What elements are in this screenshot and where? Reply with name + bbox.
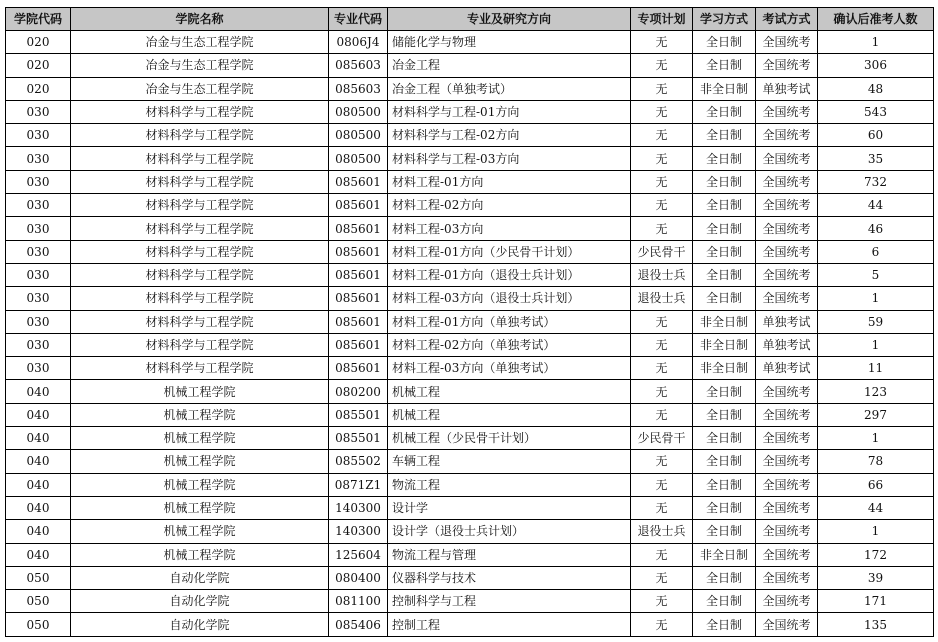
header-special-plan: 专项计划	[631, 8, 693, 31]
college-code-cell: 040	[6, 380, 71, 403]
table-row	[6, 590, 934, 613]
college-code-cell: 050	[6, 590, 71, 613]
confirmed-count-cell: 66	[818, 473, 934, 496]
study-mode-cell: 全日制	[693, 566, 756, 589]
table-row	[6, 263, 934, 286]
table-row	[6, 613, 934, 636]
table-row	[6, 77, 934, 100]
major-code-cell: 085502	[329, 450, 388, 473]
confirmed-count-cell: 11	[818, 357, 934, 380]
college-name-cell: 材料科学与工程学院	[71, 357, 329, 380]
table-row	[6, 240, 934, 263]
header-college-name: 学院名称	[71, 8, 329, 31]
major-direction-cell: 控制工程	[388, 613, 631, 636]
major-code-cell: 140300	[329, 496, 388, 519]
exam-mode-cell: 全国统考	[756, 450, 818, 473]
major-direction-cell: 机械工程	[388, 403, 631, 426]
table-row	[6, 566, 934, 589]
confirmed-count-cell: 5	[818, 263, 934, 286]
exam-mode-cell: 全国统考	[756, 263, 818, 286]
special-plan-cell: 无	[631, 590, 693, 613]
table-row	[6, 124, 934, 147]
college-code-cell: 040	[6, 473, 71, 496]
special-plan-cell: 无	[631, 543, 693, 566]
major-code-cell: 085601	[329, 170, 388, 193]
exam-mode-cell: 全国统考	[756, 427, 818, 450]
college-code-cell: 040	[6, 450, 71, 473]
college-code-cell: 030	[6, 240, 71, 263]
exam-mode-cell: 全国统考	[756, 380, 818, 403]
confirmed-count-cell: 1	[818, 333, 934, 356]
study-mode-cell: 全日制	[693, 31, 756, 54]
college-name-cell: 机械工程学院	[71, 380, 329, 403]
study-mode-cell: 全日制	[693, 194, 756, 217]
study-mode-cell: 全日制	[693, 170, 756, 193]
table-row	[6, 427, 934, 450]
table-row	[6, 520, 934, 543]
study-mode-cell: 非全日制	[693, 543, 756, 566]
confirmed-count-cell: 123	[818, 380, 934, 403]
table-row	[6, 194, 934, 217]
confirmed-count-cell: 135	[818, 613, 934, 636]
exam-mode-cell: 全国统考	[756, 520, 818, 543]
college-name-cell: 机械工程学院	[71, 450, 329, 473]
college-name-cell: 自动化学院	[71, 590, 329, 613]
college-code-cell: 030	[6, 310, 71, 333]
major-code-cell: 080500	[329, 147, 388, 170]
table-row	[6, 333, 934, 356]
confirmed-count-cell: 297	[818, 403, 934, 426]
header-college-code: 学院代码	[6, 8, 71, 31]
study-mode-cell: 全日制	[693, 613, 756, 636]
exam-mode-cell: 全国统考	[756, 170, 818, 193]
major-code-cell: 080200	[329, 380, 388, 403]
table-row	[6, 100, 934, 123]
special-plan-cell: 无	[631, 31, 693, 54]
major-direction-cell: 物流工程与管理	[388, 543, 631, 566]
special-plan-cell: 无	[631, 450, 693, 473]
confirmed-count-cell: 48	[818, 77, 934, 100]
special-plan-cell: 无	[631, 473, 693, 496]
college-name-cell: 冶金与生态工程学院	[71, 54, 329, 77]
college-name-cell: 机械工程学院	[71, 427, 329, 450]
college-code-cell: 020	[6, 77, 71, 100]
major-code-cell: 0806J4	[329, 31, 388, 54]
major-code-cell: 085501	[329, 403, 388, 426]
major-code-cell: 085406	[329, 613, 388, 636]
table-row	[6, 357, 934, 380]
study-mode-cell: 非全日制	[693, 357, 756, 380]
special-plan-cell: 无	[631, 100, 693, 123]
college-name-cell: 自动化学院	[71, 566, 329, 589]
header-exam-mode: 考试方式	[756, 8, 818, 31]
exam-mode-cell: 全国统考	[756, 100, 818, 123]
major-code-cell: 125604	[329, 543, 388, 566]
special-plan-cell: 退役士兵	[631, 287, 693, 310]
confirmed-count-cell: 172	[818, 543, 934, 566]
confirmed-count-cell: 44	[818, 496, 934, 519]
major-code-cell: 080400	[329, 566, 388, 589]
confirmed-count-cell: 543	[818, 100, 934, 123]
college-code-cell: 030	[6, 124, 71, 147]
study-mode-cell: 全日制	[693, 403, 756, 426]
confirmed-count-cell: 60	[818, 124, 934, 147]
special-plan-cell: 无	[631, 566, 693, 589]
major-code-cell: 085601	[329, 194, 388, 217]
college-code-cell: 030	[6, 287, 71, 310]
header-row	[6, 8, 934, 31]
college-name-cell: 材料科学与工程学院	[71, 217, 329, 240]
major-code-cell: 085601	[329, 310, 388, 333]
major-direction-cell: 机械工程（少民骨干计划）	[388, 427, 631, 450]
college-name-cell: 材料科学与工程学院	[71, 333, 329, 356]
table-row	[6, 147, 934, 170]
confirmed-count-cell: 78	[818, 450, 934, 473]
major-code-cell: 080500	[329, 100, 388, 123]
major-code-cell: 080500	[329, 124, 388, 147]
special-plan-cell: 退役士兵	[631, 263, 693, 286]
study-mode-cell: 全日制	[693, 100, 756, 123]
college-code-cell: 040	[6, 403, 71, 426]
major-direction-cell: 机械工程	[388, 380, 631, 403]
major-direction-cell: 材料工程-01方向（单独考试）	[388, 310, 631, 333]
college-name-cell: 冶金与生态工程学院	[71, 77, 329, 100]
study-mode-cell: 非全日制	[693, 333, 756, 356]
confirmed-count-cell: 59	[818, 310, 934, 333]
exam-mode-cell: 全国统考	[756, 147, 818, 170]
table-row	[6, 217, 934, 240]
major-code-cell: 085601	[329, 357, 388, 380]
major-direction-cell: 材料工程-03方向	[388, 217, 631, 240]
header-major-direction: 专业及研究方向	[388, 8, 631, 31]
table-row	[6, 496, 934, 519]
major-direction-cell: 材料工程-03方向（退役士兵计划）	[388, 287, 631, 310]
study-mode-cell: 全日制	[693, 240, 756, 263]
college-code-cell: 030	[6, 333, 71, 356]
header-study-mode: 学习方式	[693, 8, 756, 31]
confirmed-count-cell: 6	[818, 240, 934, 263]
college-code-cell: 020	[6, 31, 71, 54]
special-plan-cell: 无	[631, 124, 693, 147]
exam-mode-cell: 单独考试	[756, 77, 818, 100]
college-code-cell: 030	[6, 100, 71, 123]
major-code-cell: 085601	[329, 263, 388, 286]
exam-mode-cell: 全国统考	[756, 403, 818, 426]
exam-mode-cell: 全国统考	[756, 54, 818, 77]
confirmed-count-cell: 171	[818, 590, 934, 613]
major-direction-cell: 材料科学与工程-03方向	[388, 147, 631, 170]
study-mode-cell: 全日制	[693, 287, 756, 310]
major-code-cell: 085603	[329, 54, 388, 77]
college-code-cell: 030	[6, 170, 71, 193]
college-code-cell: 040	[6, 427, 71, 450]
college-name-cell: 材料科学与工程学院	[71, 287, 329, 310]
study-mode-cell: 全日制	[693, 427, 756, 450]
college-name-cell: 材料科学与工程学院	[71, 170, 329, 193]
college-name-cell: 机械工程学院	[71, 520, 329, 543]
college-code-cell: 030	[6, 217, 71, 240]
major-direction-cell: 物流工程	[388, 473, 631, 496]
study-mode-cell: 全日制	[693, 520, 756, 543]
major-code-cell: 085501	[329, 427, 388, 450]
special-plan-cell: 少民骨干	[631, 427, 693, 450]
header-major-code: 专业代码	[329, 8, 388, 31]
special-plan-cell: 无	[631, 333, 693, 356]
college-name-cell: 材料科学与工程学院	[71, 124, 329, 147]
exam-mode-cell: 全国统考	[756, 473, 818, 496]
study-mode-cell: 全日制	[693, 590, 756, 613]
exam-mode-cell: 全国统考	[756, 31, 818, 54]
special-plan-cell: 退役士兵	[631, 520, 693, 543]
exam-mode-cell: 全国统考	[756, 590, 818, 613]
college-code-cell: 030	[6, 147, 71, 170]
college-name-cell: 材料科学与工程学院	[71, 240, 329, 263]
study-mode-cell: 全日制	[693, 450, 756, 473]
college-name-cell: 机械工程学院	[71, 496, 329, 519]
college-name-cell: 材料科学与工程学院	[71, 194, 329, 217]
confirmed-count-cell: 39	[818, 566, 934, 589]
college-code-cell: 040	[6, 520, 71, 543]
exam-mode-cell: 全国统考	[756, 217, 818, 240]
college-code-cell: 040	[6, 496, 71, 519]
table-body	[6, 31, 934, 637]
table-row	[6, 54, 934, 77]
special-plan-cell: 少民骨干	[631, 240, 693, 263]
exam-mode-cell: 单独考试	[756, 333, 818, 356]
major-direction-cell: 材料工程-01方向	[388, 170, 631, 193]
college-name-cell: 机械工程学院	[71, 403, 329, 426]
special-plan-cell: 无	[631, 403, 693, 426]
major-direction-cell: 材料工程-01方向（退役士兵计划）	[388, 263, 631, 286]
college-name-cell: 自动化学院	[71, 613, 329, 636]
header-confirmed-count: 确认后准考人数	[818, 8, 934, 31]
major-direction-cell: 设计学	[388, 496, 631, 519]
exam-mode-cell: 单独考试	[756, 357, 818, 380]
college-name-cell: 机械工程学院	[71, 543, 329, 566]
exam-mode-cell: 单独考试	[756, 310, 818, 333]
exam-mode-cell: 全国统考	[756, 124, 818, 147]
exam-mode-cell: 全国统考	[756, 496, 818, 519]
college-name-cell: 材料科学与工程学院	[71, 310, 329, 333]
exam-mode-cell: 全国统考	[756, 240, 818, 263]
special-plan-cell: 无	[631, 194, 693, 217]
study-mode-cell: 全日制	[693, 473, 756, 496]
admissions-table	[5, 7, 934, 637]
table-row	[6, 380, 934, 403]
special-plan-cell: 无	[631, 496, 693, 519]
college-name-cell: 机械工程学院	[71, 473, 329, 496]
confirmed-count-cell: 35	[818, 147, 934, 170]
college-name-cell: 材料科学与工程学院	[71, 100, 329, 123]
table-row	[6, 543, 934, 566]
table-header	[6, 8, 934, 31]
special-plan-cell: 无	[631, 147, 693, 170]
special-plan-cell: 无	[631, 170, 693, 193]
confirmed-count-cell: 1	[818, 520, 934, 543]
special-plan-cell: 无	[631, 310, 693, 333]
major-code-cell: 085601	[329, 287, 388, 310]
special-plan-cell: 无	[631, 380, 693, 403]
special-plan-cell: 无	[631, 54, 693, 77]
table-row	[6, 310, 934, 333]
college-code-cell: 030	[6, 263, 71, 286]
major-code-cell: 081100	[329, 590, 388, 613]
exam-mode-cell: 全国统考	[756, 543, 818, 566]
college-name-cell: 材料科学与工程学院	[71, 147, 329, 170]
major-direction-cell: 冶金工程（单独考试）	[388, 77, 631, 100]
college-code-cell: 040	[6, 543, 71, 566]
major-direction-cell: 冶金工程	[388, 54, 631, 77]
college-code-cell: 030	[6, 194, 71, 217]
college-code-cell: 020	[6, 54, 71, 77]
exam-mode-cell: 全国统考	[756, 287, 818, 310]
major-code-cell: 0871Z1	[329, 473, 388, 496]
college-code-cell: 050	[6, 566, 71, 589]
study-mode-cell: 全日制	[693, 217, 756, 240]
major-code-cell: 085601	[329, 217, 388, 240]
major-direction-cell: 材料工程-03方向（单独考试）	[388, 357, 631, 380]
major-direction-cell: 仪器科学与技术	[388, 566, 631, 589]
special-plan-cell: 无	[631, 77, 693, 100]
major-direction-cell: 控制科学与工程	[388, 590, 631, 613]
major-direction-cell: 材料工程-02方向（单独考试）	[388, 333, 631, 356]
study-mode-cell: 全日制	[693, 380, 756, 403]
confirmed-count-cell: 306	[818, 54, 934, 77]
college-name-cell: 材料科学与工程学院	[71, 263, 329, 286]
exam-mode-cell: 全国统考	[756, 194, 818, 217]
major-code-cell: 140300	[329, 520, 388, 543]
special-plan-cell: 无	[631, 357, 693, 380]
confirmed-count-cell: 1	[818, 427, 934, 450]
study-mode-cell: 全日制	[693, 124, 756, 147]
confirmed-count-cell: 44	[818, 194, 934, 217]
exam-mode-cell: 全国统考	[756, 613, 818, 636]
major-code-cell: 085601	[329, 240, 388, 263]
major-code-cell: 085601	[329, 333, 388, 356]
study-mode-cell: 全日制	[693, 54, 756, 77]
major-direction-cell: 材料科学与工程-02方向	[388, 124, 631, 147]
major-direction-cell: 材料工程-01方向（少民骨干计划）	[388, 240, 631, 263]
table-row	[6, 403, 934, 426]
major-direction-cell: 设计学（退役士兵计划）	[388, 520, 631, 543]
table-row	[6, 287, 934, 310]
table-container	[5, 7, 934, 637]
table-row	[6, 473, 934, 496]
study-mode-cell: 全日制	[693, 496, 756, 519]
study-mode-cell: 全日制	[693, 263, 756, 286]
table-row	[6, 170, 934, 193]
college-name-cell: 冶金与生态工程学院	[71, 31, 329, 54]
study-mode-cell: 非全日制	[693, 77, 756, 100]
major-direction-cell: 储能化学与物理	[388, 31, 631, 54]
special-plan-cell: 无	[631, 613, 693, 636]
major-direction-cell: 材料工程-02方向	[388, 194, 631, 217]
major-direction-cell: 车辆工程	[388, 450, 631, 473]
special-plan-cell: 无	[631, 217, 693, 240]
college-code-cell: 030	[6, 357, 71, 380]
table-row	[6, 31, 934, 54]
confirmed-count-cell: 46	[818, 217, 934, 240]
exam-mode-cell: 全国统考	[756, 566, 818, 589]
confirmed-count-cell: 1	[818, 287, 934, 310]
confirmed-count-cell: 1	[818, 31, 934, 54]
major-code-cell: 085603	[329, 77, 388, 100]
major-direction-cell: 材料科学与工程-01方向	[388, 100, 631, 123]
college-code-cell: 050	[6, 613, 71, 636]
study-mode-cell: 非全日制	[693, 310, 756, 333]
study-mode-cell: 全日制	[693, 147, 756, 170]
confirmed-count-cell: 732	[818, 170, 934, 193]
table-row	[6, 450, 934, 473]
